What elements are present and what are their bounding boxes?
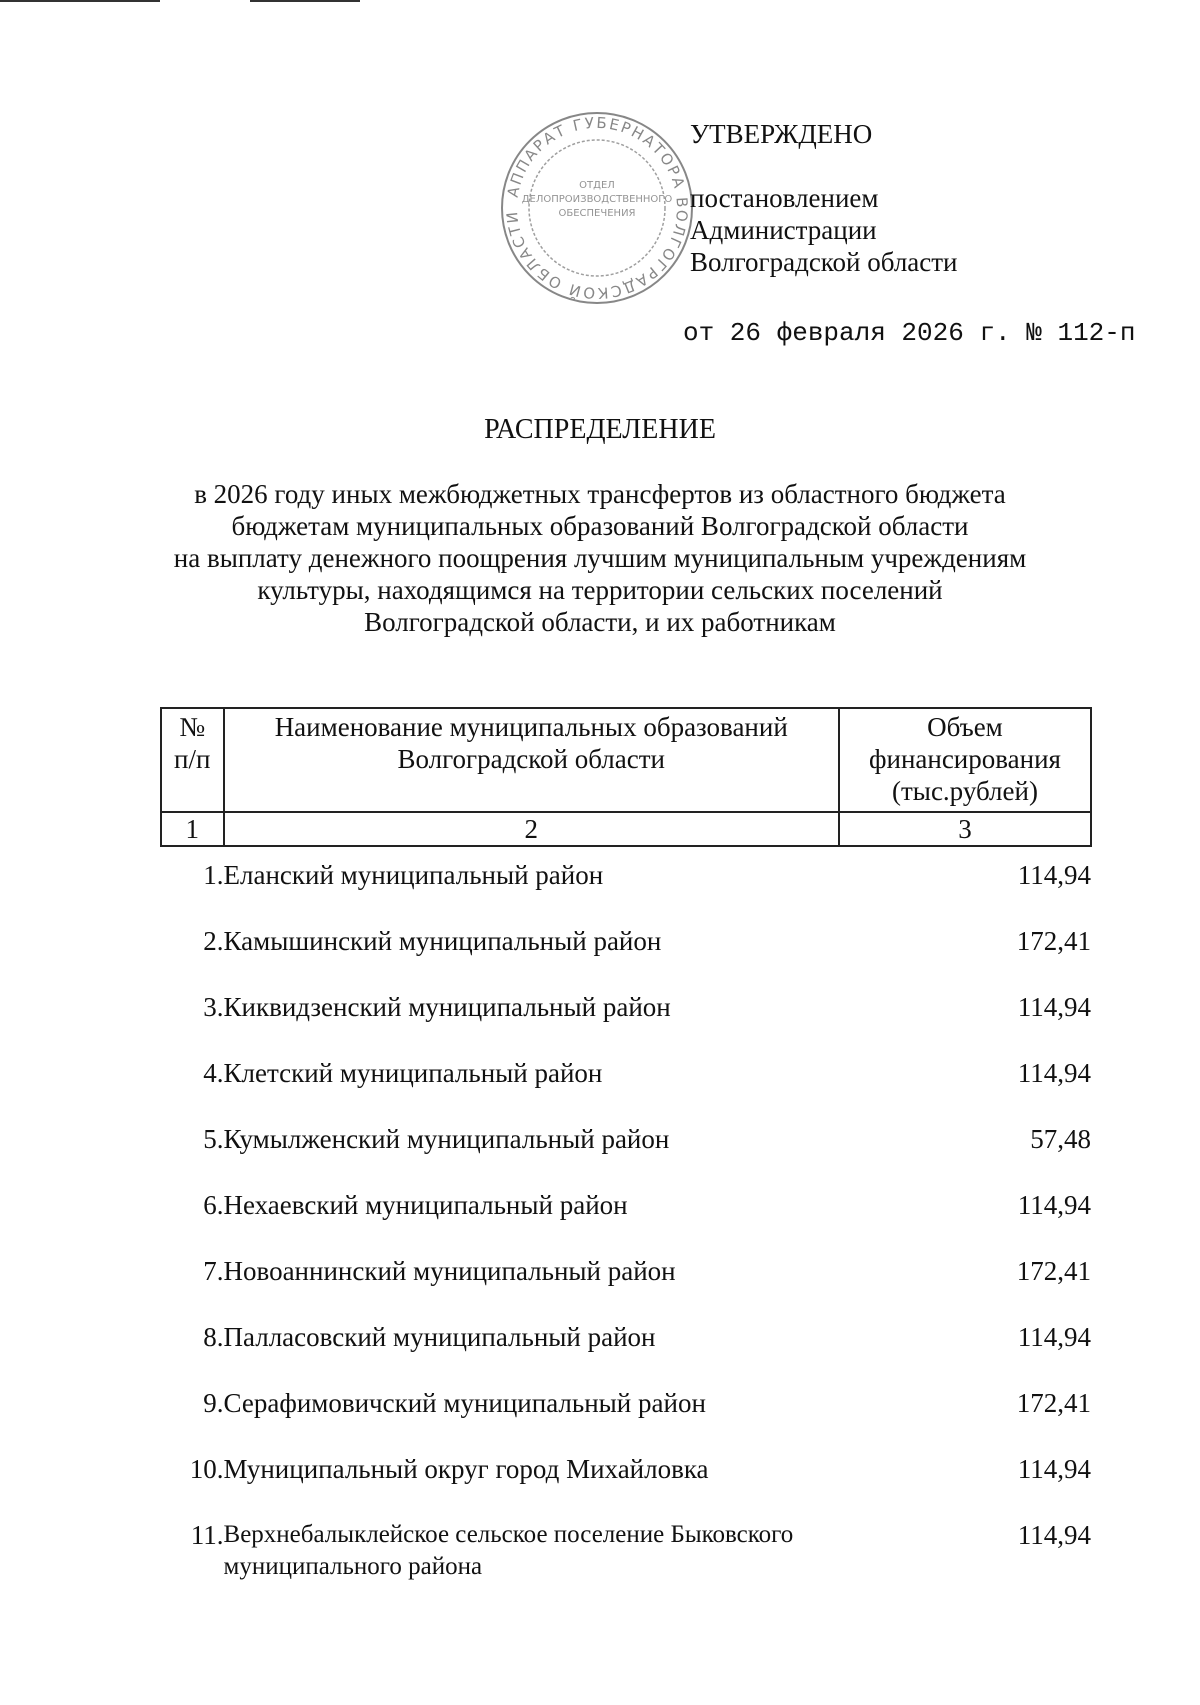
- row-name-line: Верхнебалыклейское сельское поселение Быковского: [223, 1521, 794, 1548]
- row-name: Камышинский муниципальный район: [223, 926, 662, 956]
- row-name: Еланский муниципальный район: [223, 860, 604, 890]
- table-header-row: [161, 708, 1091, 812]
- row-value: 114,94: [1017, 1058, 1091, 1088]
- row-name: Киквидзенский муниципальный район: [223, 992, 671, 1022]
- row-number: 8.: [203, 1322, 224, 1352]
- row-number: 1.: [203, 860, 224, 890]
- column-number-1: 1: [161, 812, 224, 846]
- row-name: Новоаннинский муниципальный район: [223, 1256, 676, 1286]
- distribution-table: [160, 707, 1092, 1585]
- row-value: 172,41: [1016, 926, 1091, 956]
- document-title: РАСПРЕДЕЛЕНИЕ: [484, 414, 716, 445]
- row-value: 114,94: [1017, 1520, 1091, 1550]
- header-name: Наименование муниципальных образований Волгоградской области: [224, 708, 839, 812]
- row-number: 9.: [203, 1388, 224, 1418]
- subtitle-line: культуры, находящимся на территории сельских поселений: [257, 575, 943, 605]
- row-number: 5.: [203, 1124, 224, 1154]
- table-column-numbers: [161, 812, 1091, 846]
- row-number: 7.: [203, 1256, 224, 1286]
- table-row: [161, 859, 1091, 925]
- row-name: Серафимовичский муниципальный район: [223, 1388, 706, 1418]
- row-name: Муниципальный округ город Михайловка: [223, 1454, 709, 1484]
- table-row: [161, 1321, 1091, 1387]
- subtitle-line: бюджетам муниципальных образований Волгоградской области: [231, 511, 969, 541]
- approval-line-3: Волгоградской области: [690, 247, 958, 277]
- approval-block: [690, 118, 958, 278]
- table-row: [161, 1189, 1091, 1255]
- subtitle-line: в 2026 году иных межбюджетных трансфертов из областного бюджета: [194, 479, 1006, 509]
- row-value: 114,94: [1017, 1454, 1091, 1484]
- row-number: 6.: [203, 1190, 224, 1220]
- row-value: 172,41: [1016, 1388, 1091, 1418]
- row-number: 4.: [203, 1058, 224, 1088]
- column-number-2: 2: [224, 812, 839, 846]
- row-name: Нехаевский муниципальный район: [223, 1190, 628, 1220]
- svg-text:АППАРАТ ГУБЕРНАТОРА ВОЛГОГРАДС: АППАРАТ ГУБЕРНАТОРА ВОЛГОГРАДСКОЙ ОБЛАСТИ: [502, 113, 692, 303]
- table-row: [161, 1057, 1091, 1123]
- approval-line-1: постановлением: [690, 183, 879, 213]
- row-number: 11.: [190, 1520, 224, 1550]
- svg-text:ОТДЕЛ: ОТДЕЛ: [579, 180, 615, 191]
- row-name: Клетский муниципальный район: [223, 1058, 603, 1088]
- row-number: 10.: [189, 1454, 224, 1484]
- decree-reference: от 26 февраля 2026 г. № 112-п: [683, 318, 1136, 348]
- scan-edge-line: [250, 0, 360, 2]
- table-row: [161, 1519, 1091, 1585]
- table-row: [161, 925, 1091, 991]
- row-number: 2.: [203, 926, 224, 956]
- row-value: 114,94: [1017, 1322, 1091, 1352]
- document-subtitle: [100, 478, 1100, 638]
- svg-text:ОБЕСПЕЧЕНИЯ: ОБЕСПЕЧЕНИЯ: [558, 208, 636, 219]
- row-value: 114,94: [1017, 860, 1091, 890]
- approval-line-2: Администрации: [690, 215, 877, 245]
- official-stamp: [497, 108, 697, 308]
- table-row: [161, 1123, 1091, 1189]
- row-value: 114,94: [1017, 1190, 1091, 1220]
- subtitle-line: Волгоградской области, и их работникам: [364, 607, 836, 637]
- row-value: 57,48: [1030, 1124, 1091, 1154]
- column-number-3: 3: [839, 812, 1091, 846]
- header-amount: Объем финансирования (тыс.рублей): [839, 708, 1091, 812]
- header-number: № п/п: [161, 708, 224, 812]
- row-name-line: муниципального района: [223, 1553, 483, 1580]
- svg-text:ДЕЛОПРОИЗВОДСТВЕННОГО: ДЕЛОПРОИЗВОДСТВЕННОГО: [521, 194, 673, 205]
- subtitle-line: на выплату денежного поощрения лучшим муниципальным учреждениям: [173, 543, 1027, 573]
- row-name: Кумылженский муниципальный район: [223, 1124, 670, 1154]
- row-name: [224, 1519, 839, 1585]
- approval-heading: УТВЕРЖДЕНО: [690, 119, 873, 149]
- table-row: [161, 1453, 1091, 1519]
- row-value: 172,41: [1016, 1256, 1091, 1286]
- row-value: 114,94: [1017, 992, 1091, 1022]
- table-row: [161, 1255, 1091, 1321]
- table-row: [161, 991, 1091, 1057]
- row-number: 3.: [203, 992, 224, 1022]
- row-name: Палласовский муниципальный район: [223, 1322, 656, 1352]
- table-row: [161, 1387, 1091, 1453]
- scan-edge-line: [0, 0, 160, 2]
